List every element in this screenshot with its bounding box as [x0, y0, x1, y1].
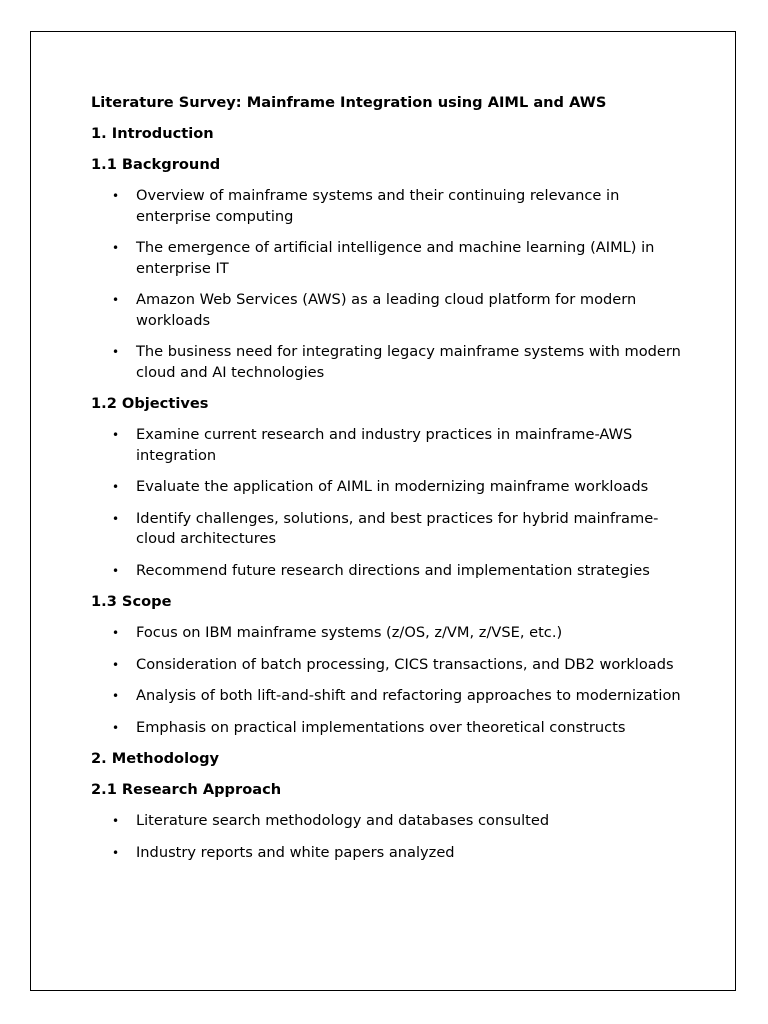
bullet-icon: •	[112, 480, 120, 494]
bullet-icon: •	[112, 845, 120, 860]
list-item	[91, 686, 681, 707]
background-list	[91, 186, 681, 383]
list-item-text: Evaluate the application of AIML in modernizing mainframe workloads	[136, 478, 649, 495]
subsection-heading-objectives: 1.2 Objectives	[91, 395, 209, 412]
research-approach-list	[91, 811, 681, 863]
list-item	[91, 655, 681, 676]
subsection-heading-research-approach: 2.1 Research Approach	[91, 781, 282, 798]
list-item	[91, 811, 681, 832]
bullet-icon: •	[112, 189, 120, 203]
list-item	[91, 186, 681, 227]
objectives-list	[91, 425, 681, 581]
list-item-text: Industry reports and white papers analyzed	[136, 843, 455, 861]
list-item-text: The business need for integrating legacy mainframe systems with modern cloud and AI technologies	[136, 343, 681, 381]
list-item-text: Literature search methodology and databases consulted	[136, 812, 550, 829]
list-item	[91, 290, 681, 331]
list-item	[91, 843, 681, 864]
section-heading-methodology: 2. Methodology	[91, 750, 220, 767]
list-item-text: Overview of mainframe systems and their continuing relevance in enterprise computing	[136, 187, 620, 225]
bullet-icon: •	[112, 293, 120, 307]
bullet-icon: •	[112, 563, 120, 578]
list-item-text: Consideration of batch processing, CICS transactions, and DB2 workloads	[136, 655, 674, 673]
subsection-heading-scope: 1.3 Scope	[91, 593, 172, 610]
bullet-icon: •	[112, 511, 120, 526]
list-item	[91, 718, 681, 739]
list-item	[91, 477, 681, 498]
list-item-text: Analysis of both lift-and-shift and refactoring approaches to modernization	[136, 687, 681, 704]
bullet-icon: •	[112, 814, 120, 828]
subsection-heading-background: 1.1 Background	[91, 156, 221, 173]
bullet-icon: •	[112, 345, 120, 359]
list-item-text: Recommend future research directions and implementation strategies	[136, 561, 650, 579]
list-item	[91, 238, 681, 279]
bullet-icon: •	[112, 626, 120, 640]
bullet-icon: •	[112, 689, 120, 703]
list-item	[91, 561, 681, 582]
list-item-text: The emergence of artificial intelligence and machine learning (AIML) in enterprise IT	[136, 239, 655, 277]
list-item-text: Emphasis on practical implementations over theoretical constructs	[136, 718, 626, 736]
document-title: Literature Survey: Mainframe Integration using AIML and AWS	[91, 94, 607, 111]
list-item	[91, 342, 681, 383]
document-page	[30, 31, 736, 991]
document-content	[91, 93, 681, 874]
list-item-text: Examine current research and industry practices in mainframe-AWS integration	[136, 426, 633, 464]
list-item-text: Identify challenges, solutions, and best practices for hybrid mainframe-cloud architectures	[136, 509, 659, 547]
bullet-icon: •	[112, 720, 120, 735]
bullet-icon: •	[112, 428, 120, 442]
section-heading-introduction: 1. Introduction	[91, 125, 214, 142]
list-item	[91, 425, 681, 466]
bullet-icon: •	[112, 241, 120, 255]
list-item	[91, 509, 681, 550]
list-item	[91, 623, 681, 644]
bullet-icon: •	[112, 657, 120, 672]
list-item-text: Focus on IBM mainframe systems (z/OS, z/VM, z/VSE, etc.)	[136, 624, 563, 641]
scope-list	[91, 623, 681, 738]
list-item-text: Amazon Web Services (AWS) as a leading cloud platform for modern workloads	[136, 291, 637, 329]
